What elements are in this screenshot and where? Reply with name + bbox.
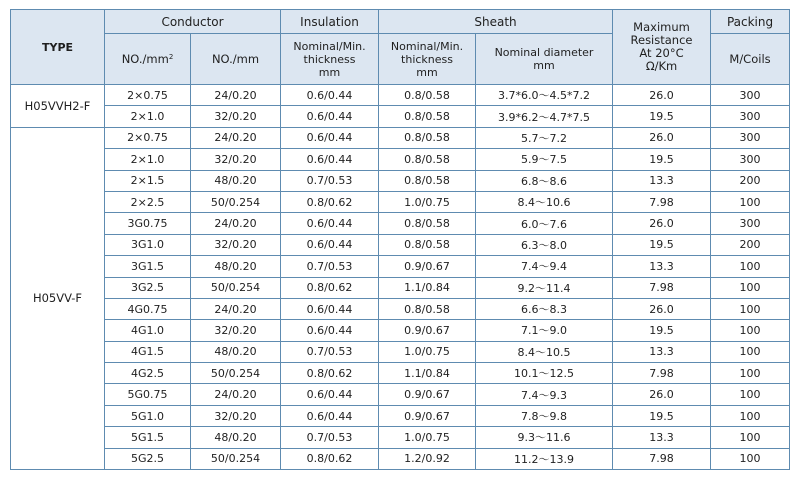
sheath-thickness-cell: 0.8/0.58: [379, 85, 476, 106]
table-row: [11, 149, 790, 170]
conductor-count-cell: 3G0.75: [105, 213, 191, 234]
max-resistance-cell: 13.3: [613, 170, 711, 191]
conductor-count-cell: 2×0.75: [105, 85, 191, 106]
max-resistance-cell: 26.0: [613, 127, 711, 148]
insulation-thickness-line: mm: [318, 65, 341, 79]
nominal-diameter-cell: 9.3～11.6: [476, 427, 613, 448]
sheath-thickness-cell: 0.9/0.67: [379, 320, 476, 341]
nominal-diameter-cell: 8.4～10.5: [476, 341, 613, 362]
insulation-thickness-cell: 0.6/0.44: [281, 106, 379, 127]
table-row: [11, 363, 790, 384]
conductor-strands-cell: 24/0.20: [191, 127, 281, 148]
insulation-thickness-cell: 0.6/0.44: [281, 384, 379, 405]
sheath-thickness-cell: 0.8/0.58: [379, 149, 476, 170]
sheath-thickness-cell: 0.9/0.67: [379, 256, 476, 277]
sheath-thickness-line: mm: [416, 65, 438, 79]
sheath-thickness-cell: 0.8/0.58: [379, 213, 476, 234]
max-resistance-cell: 7.98: [613, 277, 711, 298]
max-resistance-line: Maximum: [633, 20, 690, 34]
conductor-count-cell: 2×0.75: [105, 127, 191, 148]
conductor-strands-cell: 24/0.20: [191, 298, 281, 319]
conductor-count-cell: 4G0.75: [105, 298, 191, 319]
squared-superscript: 2: [168, 52, 174, 61]
conductor-strands-cell: 32/0.20: [191, 106, 281, 127]
conductor-count-cell: 2×1.0: [105, 149, 191, 170]
packing-cell: 100: [711, 277, 790, 298]
table-row: [11, 127, 790, 148]
sheath-thickness-cell: 0.9/0.67: [379, 384, 476, 405]
packing-unit-header: M/Coils: [711, 34, 790, 85]
table-row: [11, 427, 790, 448]
sheath-thickness-cell: 0.8/0.58: [379, 106, 476, 127]
insulation-thickness-cell: 0.6/0.44: [281, 320, 379, 341]
conductor-strands-cell: 50/0.254: [191, 448, 281, 469]
insulation-header: Insulation: [281, 10, 379, 34]
sheath-thickness-cell: 0.8/0.58: [379, 298, 476, 319]
nominal-diameter-cell: 9.2～11.4: [476, 277, 613, 298]
table-row: [11, 191, 790, 212]
table-row: [11, 234, 790, 255]
max-resistance-cell: 13.3: [613, 427, 711, 448]
insulation-thickness-cell: 0.7/0.53: [281, 427, 379, 448]
packing-cell: 100: [711, 341, 790, 362]
insulation-thickness-cell: 0.6/0.44: [281, 85, 379, 106]
conductor-strands-cell: 32/0.20: [191, 320, 281, 341]
insulation-thickness-cell: 0.7/0.53: [281, 170, 379, 191]
header-row-main: [11, 10, 790, 34]
insulation-thickness-cell: 0.8/0.62: [281, 191, 379, 212]
conductor-count-cell: 3G2.5: [105, 277, 191, 298]
nominal-diameter-cell: 6.3～8.0: [476, 234, 613, 255]
table-row: [11, 277, 790, 298]
table-row: [11, 85, 790, 106]
nominal-diameter-cell: 5.7～7.2: [476, 127, 613, 148]
sheath-thickness-line: thickness: [401, 52, 453, 66]
conductor-count-cell: 3G1.5: [105, 256, 191, 277]
packing-header: Packing: [711, 10, 790, 34]
conductor-strands-cell: 24/0.20: [191, 213, 281, 234]
sheath-thickness-cell: 1.1/0.84: [379, 277, 476, 298]
insulation-thickness-cell: 0.8/0.62: [281, 277, 379, 298]
conductor-strands-cell: 24/0.20: [191, 85, 281, 106]
insulation-thickness-cell: 0.7/0.53: [281, 256, 379, 277]
conductor-count-cell: 2×1.5: [105, 170, 191, 191]
table-row: [11, 384, 790, 405]
max-resistance-cell: 19.5: [613, 149, 711, 170]
conductor-strands-cell: 24/0.20: [191, 384, 281, 405]
insulation-thickness-line: Nominal/Min.: [293, 39, 366, 53]
cable-spec-table: [10, 9, 790, 470]
conductor-strands-cell: 32/0.20: [191, 149, 281, 170]
nominal-diameter-cell: 7.4～9.3: [476, 384, 613, 405]
nominal-diameter-cell: 6.0～7.6: [476, 213, 613, 234]
max-resistance-cell: 7.98: [613, 448, 711, 469]
conductor-count-cell: 2×1.0: [105, 106, 191, 127]
sheath-thickness-cell: 0.8/0.58: [379, 127, 476, 148]
sheath-header: Sheath: [379, 10, 613, 34]
cable-spec-table-container: [10, 9, 790, 470]
sheath-thickness-cell: 1.0/0.75: [379, 341, 476, 362]
conductor-count-cell: 3G1.0: [105, 234, 191, 255]
conductor-strands-cell: 48/0.20: [191, 427, 281, 448]
max-resistance-cell: 7.98: [613, 191, 711, 212]
conductor-count-cell: 4G1.5: [105, 341, 191, 362]
insulation-thickness-cell: 0.6/0.44: [281, 234, 379, 255]
packing-cell: 100: [711, 427, 790, 448]
table-row: [11, 106, 790, 127]
table-row: [11, 320, 790, 341]
max-resistance-cell: 26.0: [613, 213, 711, 234]
insulation-thickness-cell: 0.6/0.44: [281, 213, 379, 234]
conductor-count-cell: 5G1.0: [105, 405, 191, 426]
insulation-thickness-cell: 0.6/0.44: [281, 405, 379, 426]
sheath-thickness-line: Nominal/Min.: [390, 39, 464, 53]
nominal-diameter-cell: 8.4～10.6: [476, 191, 613, 212]
packing-cell: 100: [711, 191, 790, 212]
insulation-thickness-cell: 0.6/0.44: [281, 127, 379, 148]
conductor-count-cell: 2×2.5: [105, 191, 191, 212]
max-resistance-line: Ω/Km: [645, 59, 678, 73]
max-resistance-cell: 7.98: [613, 363, 711, 384]
conductor-strands-cell: 48/0.20: [191, 256, 281, 277]
table-row: [11, 170, 790, 191]
table-row: [11, 256, 790, 277]
packing-cell: 100: [711, 384, 790, 405]
max-resistance-cell: 26.0: [613, 298, 711, 319]
conductor-strands-cell: 50/0.254: [191, 363, 281, 384]
sheath-thickness-cell: 0.8/0.58: [379, 234, 476, 255]
nominal-diameter-cell: 6.6～8.3: [476, 298, 613, 319]
sheath-thickness-cell: 1.0/0.75: [379, 427, 476, 448]
conductor-strands-cell: 32/0.20: [191, 234, 281, 255]
conductor-count-area-label: NO./mm: [121, 51, 169, 66]
conductor-strands-cell: 50/0.254: [191, 277, 281, 298]
insulation-thickness-cell: 0.8/0.62: [281, 448, 379, 469]
conductor-strands-header: NO./mm: [191, 34, 281, 85]
table-row: [11, 341, 790, 362]
nominal-diameter-cell: 7.8～9.8: [476, 405, 613, 426]
max-resistance-cell: 13.3: [613, 341, 711, 362]
table-row: [11, 405, 790, 426]
packing-cell: 200: [711, 234, 790, 255]
conductor-strands-cell: 50/0.254: [191, 191, 281, 212]
max-resistance-line: Resistance: [630, 33, 693, 47]
nominal-diameter-cell: 3.9*6.2～4.7*7.5: [476, 106, 613, 127]
sheath-thickness-cell: 1.1/0.84: [379, 363, 476, 384]
insulation-thickness-cell: 0.7/0.53: [281, 341, 379, 362]
nominal-diameter-cell: 6.8～8.6: [476, 170, 613, 191]
nominal-diameter-cell: 7.4～9.4: [476, 256, 613, 277]
nominal-diameter-cell: 3.7*6.0～4.5*7.2: [476, 85, 613, 106]
table-row: [11, 213, 790, 234]
max-resistance-line: At 20°C: [639, 46, 684, 60]
sheath-thickness-header: [379, 34, 476, 85]
packing-cell: 300: [711, 127, 790, 148]
packing-cell: 100: [711, 298, 790, 319]
conductor-count-cell: 4G1.0: [105, 320, 191, 341]
insulation-thickness-cell: 0.8/0.62: [281, 363, 379, 384]
table-row: [11, 448, 790, 469]
sheath-thickness-cell: 1.2/0.92: [379, 448, 476, 469]
conductor-count-cell: 4G2.5: [105, 363, 191, 384]
nominal-diameter-cell: 11.2～13.9: [476, 448, 613, 469]
max-resistance-cell: 26.0: [613, 85, 711, 106]
max-resistance-cell: 19.5: [613, 234, 711, 255]
insulation-thickness-cell: 0.6/0.44: [281, 149, 379, 170]
max-resistance-cell: 26.0: [613, 384, 711, 405]
nominal-diameter-cell: 7.1～9.0: [476, 320, 613, 341]
insulation-thickness-line: thickness: [303, 52, 356, 66]
conductor-header: Conductor: [105, 10, 281, 34]
nominal-diameter-cell: 10.1～12.5: [476, 363, 613, 384]
conductor-count-cell: 5G0.75: [105, 384, 191, 405]
nominal-diameter-cell: 5.9～7.5: [476, 149, 613, 170]
conductor-count-area-header: [105, 34, 191, 85]
type-cell: H05VV-F: [11, 127, 105, 469]
type-cell: H05VVH2-F: [11, 85, 105, 128]
max-resistance-cell: 19.5: [613, 405, 711, 426]
conductor-strands-cell: 32/0.20: [191, 405, 281, 426]
conductor-count-cell: 5G2.5: [105, 448, 191, 469]
packing-cell: 300: [711, 213, 790, 234]
max-resistance-cell: 13.3: [613, 256, 711, 277]
max-resistance-header: [613, 10, 711, 85]
max-resistance-cell: 19.5: [613, 320, 711, 341]
nominal-diameter-header: [476, 34, 613, 85]
conductor-strands-cell: 48/0.20: [191, 341, 281, 362]
conductor-count-cell: 5G1.5: [105, 427, 191, 448]
packing-cell: 100: [711, 448, 790, 469]
insulation-thickness-cell: 0.6/0.44: [281, 298, 379, 319]
max-resistance-cell: 19.5: [613, 106, 711, 127]
packing-cell: 100: [711, 320, 790, 341]
packing-cell: 300: [711, 85, 790, 106]
packing-cell: 300: [711, 106, 790, 127]
conductor-strands-cell: 48/0.20: [191, 170, 281, 191]
insulation-thickness-header: [281, 34, 379, 85]
packing-cell: 100: [711, 363, 790, 384]
packing-cell: 200: [711, 170, 790, 191]
table-row: [11, 298, 790, 319]
sheath-thickness-cell: 1.0/0.75: [379, 191, 476, 212]
nominal-diameter-line: mm: [533, 59, 555, 72]
packing-cell: 300: [711, 149, 790, 170]
sheath-thickness-cell: 0.8/0.58: [379, 170, 476, 191]
type-header: TYPE: [11, 10, 105, 85]
packing-cell: 100: [711, 405, 790, 426]
packing-cell: 100: [711, 256, 790, 277]
sheath-thickness-cell: 0.9/0.67: [379, 405, 476, 426]
nominal-diameter-line: Nominal diameter: [494, 46, 594, 59]
